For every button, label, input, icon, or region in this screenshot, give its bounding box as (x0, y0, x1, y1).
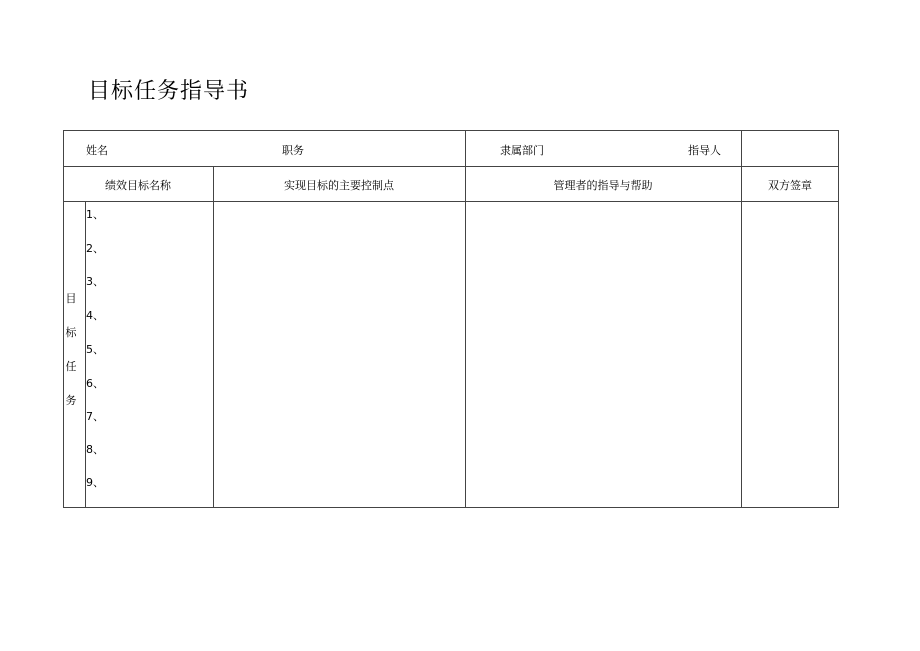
goal-item-number: 2、 (86, 242, 104, 255)
manager-guidance-header: 管理者的指导与帮助 (553, 179, 653, 192)
goal-item-number: 3、 (86, 275, 104, 288)
side-label-char: 标 (65, 326, 77, 339)
mentor-label: 指导人 (688, 144, 721, 157)
goal-item-number: 1、 (86, 208, 104, 221)
goal-item-number: 9、 (86, 476, 104, 489)
side-label-char: 务 (65, 394, 77, 407)
goal-item-number: 7、 (86, 410, 104, 423)
side-label-char: 任 (65, 360, 77, 373)
goal-task-side-label (65, 282, 77, 418)
goal-item-number: 6、 (86, 377, 104, 390)
department-label: 隶属部门 (500, 144, 544, 157)
col-divider-3 (741, 131, 742, 507)
position-label: 职务 (282, 144, 304, 157)
row-divider-2 (64, 201, 838, 202)
side-label-char: 目 (65, 292, 77, 305)
name-label: 姓名 (86, 144, 108, 157)
goal-item-number: 4、 (86, 309, 104, 322)
control-points-header: 实现目标的主要控制点 (284, 179, 394, 192)
col-divider-2 (465, 131, 466, 507)
goal-name-header: 绩效目标名称 (105, 179, 171, 192)
goal-item-number: 5、 (86, 343, 104, 356)
goal-item-number: 8、 (86, 443, 104, 456)
row-divider-1 (64, 166, 838, 167)
signature-header: 双方签章 (768, 179, 812, 192)
col-divider-1 (213, 166, 214, 507)
document-title: 目标任务指导书 (88, 79, 250, 104)
goal-task-form (63, 130, 839, 508)
